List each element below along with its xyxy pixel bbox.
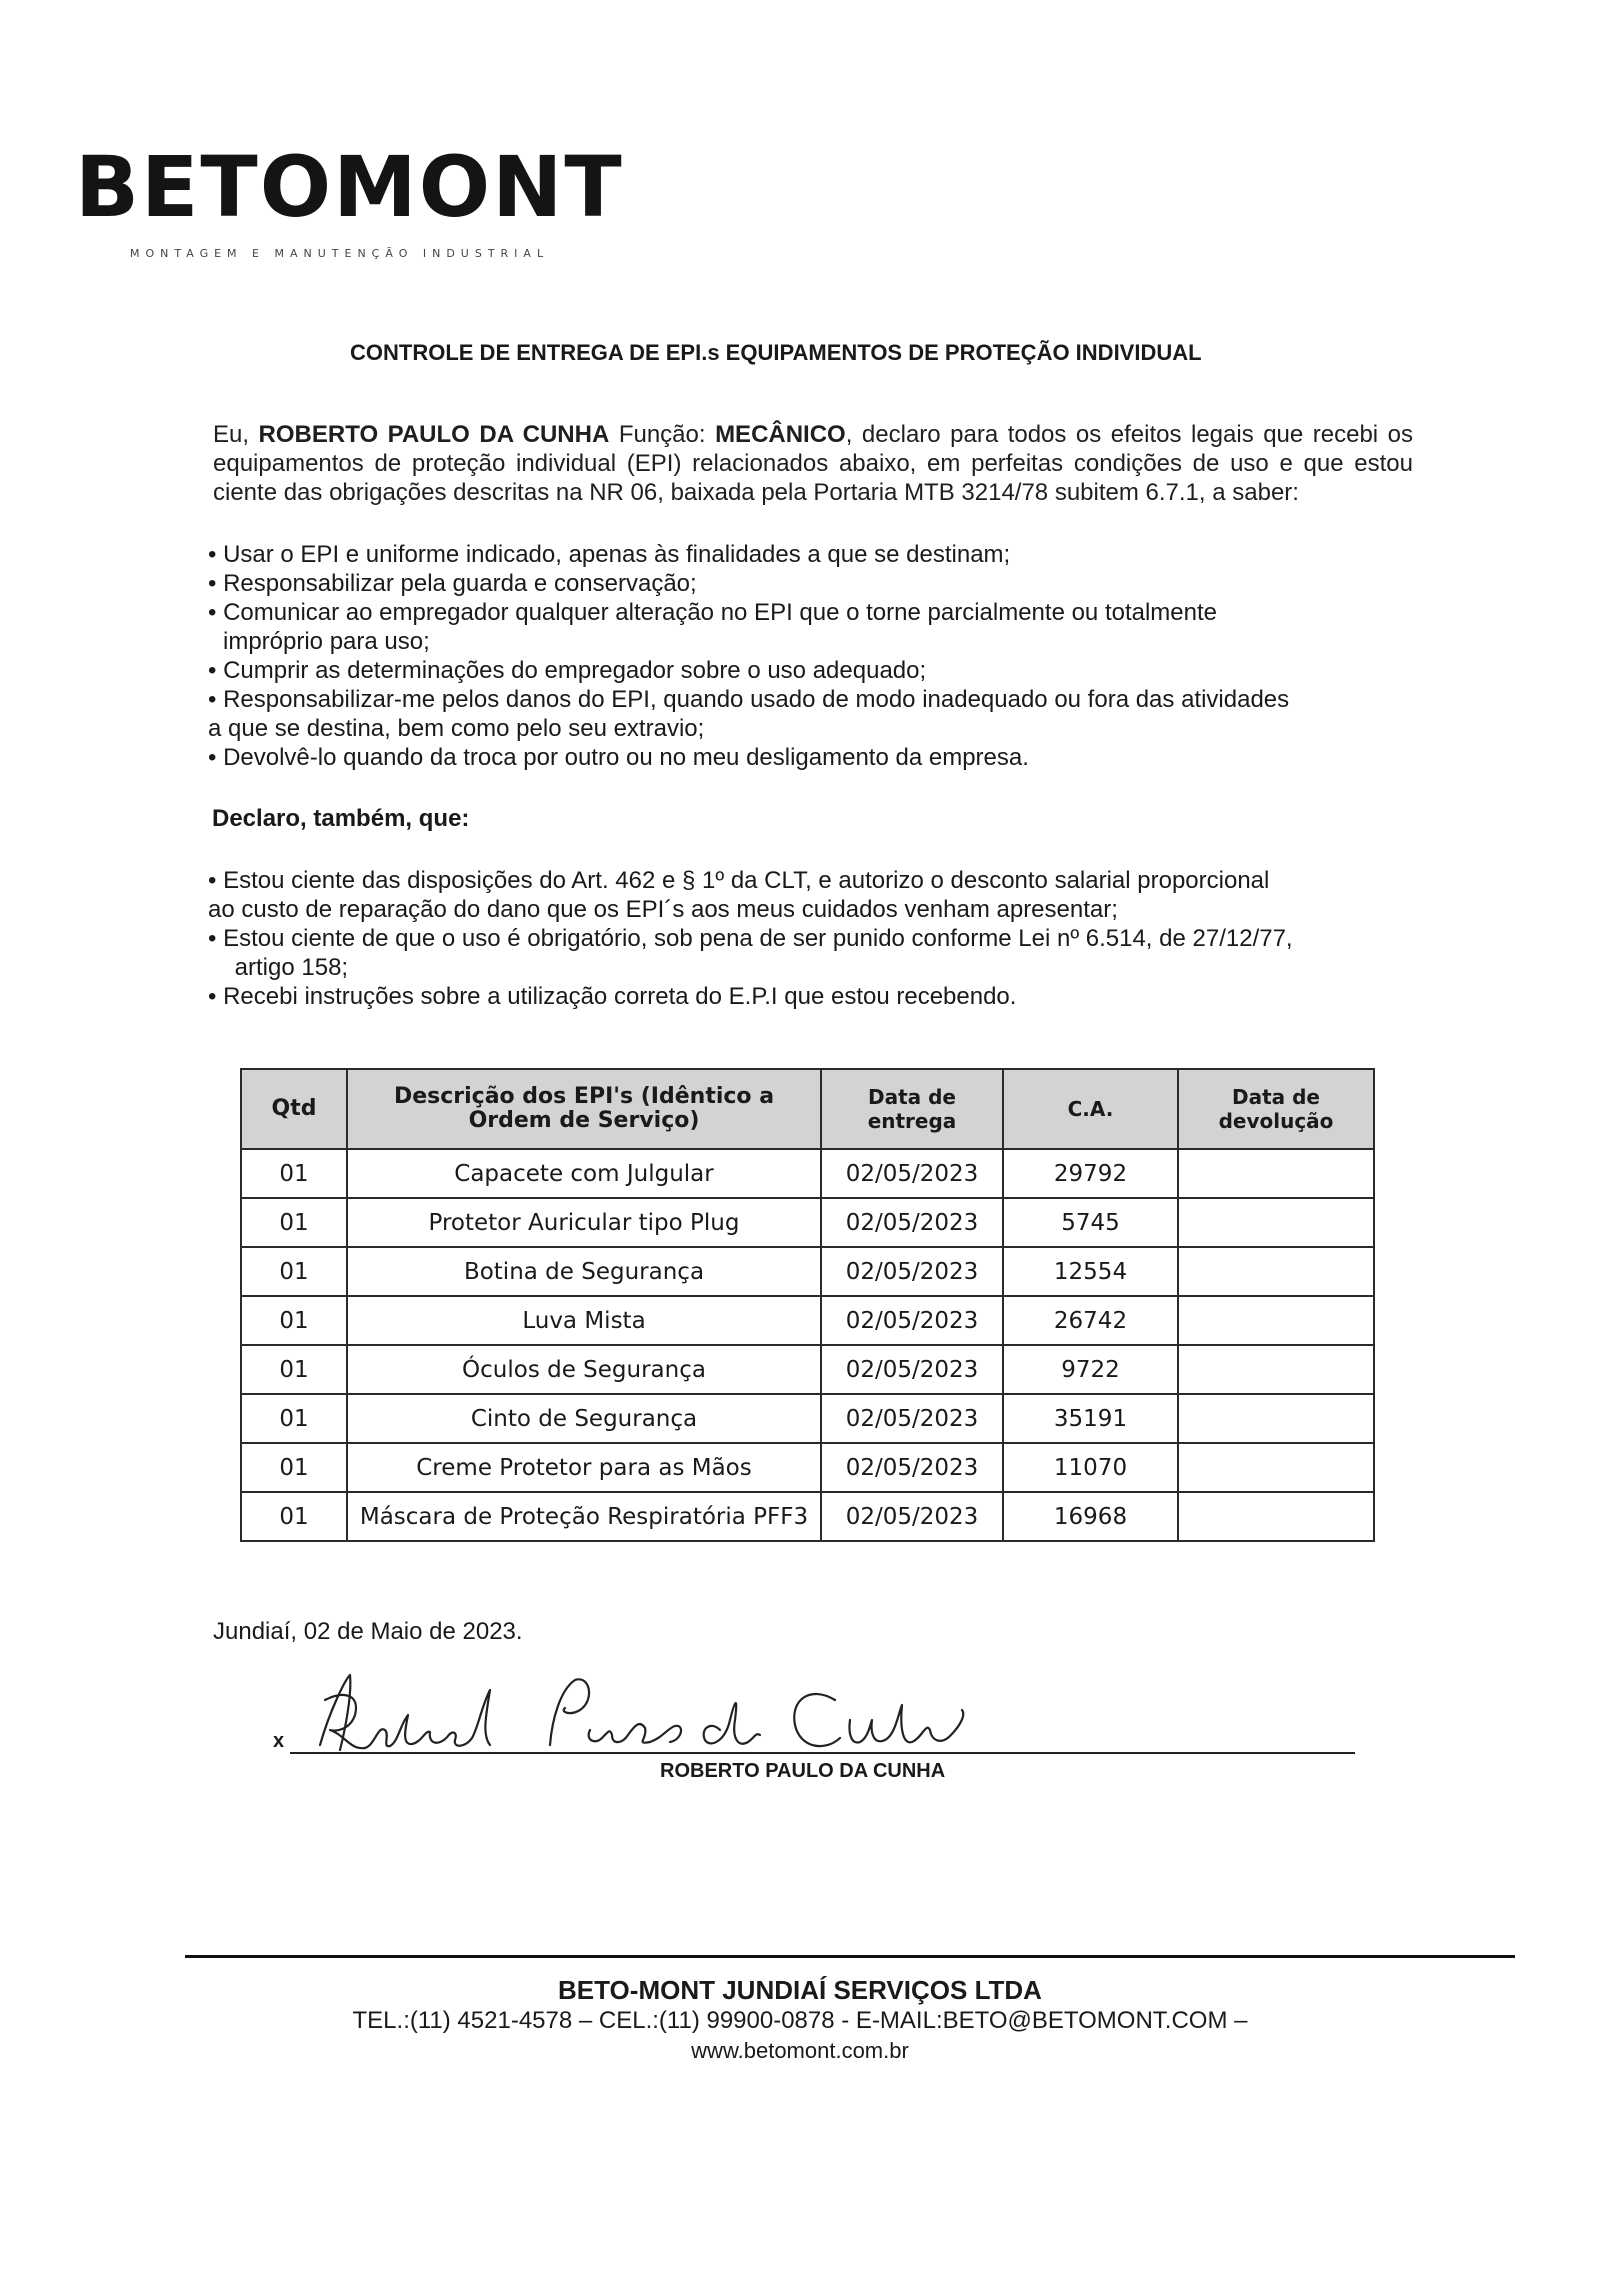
company-logo: BETOMONT [75, 138, 624, 236]
cell-data-entrega: 02/05/2023 [821, 1443, 1003, 1492]
logo-tagline: MONTAGEM E MANUTENÇÃO INDUSTRIAL [130, 247, 550, 260]
cell-data-devolucao [1178, 1149, 1374, 1198]
intro-paragraph [213, 420, 1413, 507]
document-title: CONTROLE DE ENTREGA DE EPI.s EQUIPAMENTOS DE PROTEÇÃO INDIVIDUAL [350, 340, 1202, 365]
cell-ca: 11070 [1003, 1443, 1178, 1492]
cell-descricao: Óculos de Segurança [347, 1345, 821, 1394]
list-item: • Cumprir as determinações do empregador sobre o uso adequado; [208, 657, 927, 684]
cell-qtd: 01 [241, 1296, 347, 1345]
cell-qtd: 01 [241, 1394, 347, 1443]
list-item: • Responsabilizar pela guarda e conservação; [208, 570, 697, 597]
cell-data-devolucao [1178, 1345, 1374, 1394]
cell-qtd: 01 [241, 1149, 347, 1198]
signature-line [290, 1752, 1355, 1754]
cell-ca: 26742 [1003, 1296, 1178, 1345]
cell-qtd: 01 [241, 1492, 347, 1541]
employee-name: ROBERTO PAULO DA CUNHA [258, 421, 610, 448]
cell-data-entrega: 02/05/2023 [821, 1296, 1003, 1345]
cell-data-devolucao [1178, 1443, 1374, 1492]
table-row [241, 1149, 1374, 1198]
table-row [241, 1247, 1374, 1296]
cell-data-entrega: 02/05/2023 [821, 1394, 1003, 1443]
intro-text: , declaro para todos os efeitos legais que recebi os equipamentos de proteção individual (EPI) relacionados abaixo, em perfeitas condições de uso e que estou ciente das obrigações descritas na NR 06, baixada pela Portaria MTB 3214/78 subitem 6.7.1, a saber: [213, 421, 1413, 506]
cell-ca: 9722 [1003, 1345, 1178, 1394]
employee-role: MECÂNICO [715, 421, 846, 448]
epi-table [240, 1068, 1375, 1542]
signature-x-mark: x [273, 1730, 285, 1752]
footer-website: www.betomont.com.br [691, 2038, 909, 2063]
list-item: artigo 158; [208, 954, 349, 981]
cell-ca: 12554 [1003, 1247, 1178, 1296]
cell-qtd: 01 [241, 1443, 347, 1492]
cell-data-entrega: 02/05/2023 [821, 1345, 1003, 1394]
header-data-entrega: Data de entrega [821, 1069, 1003, 1149]
list-item: a que se destina, bem como pelo seu extravio; [208, 715, 705, 742]
table-header-row [241, 1069, 1374, 1149]
duties-list [208, 540, 1408, 772]
list-item: • Usar o EPI e uniforme indicado, apenas às finalidades a que se destinam; [208, 541, 1011, 568]
table-row [241, 1345, 1374, 1394]
header-ca: C.A. [1003, 1069, 1178, 1149]
footer-divider [185, 1955, 1515, 1958]
cell-data-devolucao [1178, 1394, 1374, 1443]
cell-descricao: Luva Mista [347, 1296, 821, 1345]
cell-ca: 35191 [1003, 1394, 1178, 1443]
list-item: • Responsabilizar-me pelos danos do EPI, quando usado de modo inadequado ou fora das atividades [208, 686, 1290, 713]
list-item: ao custo de reparação do dano que os EPI´s aos meus cuidados venham apresentar; [208, 896, 1118, 923]
header-qtd: Qtd [241, 1069, 347, 1149]
list-item: • Estou ciente das disposições do Art. 462 e § 1º da CLT, e autorizo o desconto salarial proporcional [208, 867, 1270, 894]
handwritten-signature [290, 1660, 1110, 1760]
table-row [241, 1394, 1374, 1443]
list-item: • Comunicar ao empregador qualquer alteração no EPI que o torne parcialmente ou totalmente [208, 599, 1218, 626]
footer-contact: TEL.:(11) 4521-4578 – CEL.:(11) 99900-0878 - E-MAIL:BETO@BETOMONT.COM – [352, 2007, 1248, 2034]
cell-data-entrega: 02/05/2023 [821, 1247, 1003, 1296]
list-item: impróprio para uso; [223, 628, 430, 655]
list-item: • Recebi instruções sobre a utilização correta do E.P.I que estou recebendo. [208, 983, 1017, 1010]
signer-name: ROBERTO PAULO DA CUNHA [660, 1760, 946, 1782]
place-date: Jundiaí, 02 de Maio de 2023. [213, 1618, 523, 1645]
cell-descricao: Botina de Segurança [347, 1247, 821, 1296]
cell-ca: 16968 [1003, 1492, 1178, 1541]
declaro-heading: Declaro, também, que: [212, 805, 470, 832]
cell-ca: 5745 [1003, 1198, 1178, 1247]
cell-data-entrega: 02/05/2023 [821, 1149, 1003, 1198]
intro-prefix: Eu, [213, 421, 259, 448]
cell-ca: 29792 [1003, 1149, 1178, 1198]
cell-data-devolucao [1178, 1296, 1374, 1345]
cell-data-devolucao [1178, 1198, 1374, 1247]
table-row [241, 1492, 1374, 1541]
cell-descricao: Creme Protetor para as Mãos [347, 1443, 821, 1492]
cell-qtd: 01 [241, 1345, 347, 1394]
cell-descricao: Capacete com Julgular [347, 1149, 821, 1198]
list-item: • Devolvê-lo quando da troca por outro ou no meu desligamento da empresa. [208, 744, 1029, 771]
cell-data-devolucao [1178, 1247, 1374, 1296]
list-item: • Estou ciente de que o uso é obrigatório, sob pena de ser punido conforme Lei nº 6.514, de 27/12/77, [208, 925, 1293, 952]
header-descricao: Descrição dos EPI's (Idêntico a Ordem de Serviço) [347, 1069, 821, 1149]
table-row [241, 1198, 1374, 1247]
cell-qtd: 01 [241, 1247, 347, 1296]
header-data-devolucao: Data de devolução [1178, 1069, 1374, 1149]
cell-descricao: Máscara de Proteção Respiratória PFF3 [347, 1492, 821, 1541]
cell-descricao: Protetor Auricular tipo Plug [347, 1198, 821, 1247]
declarations-list [208, 866, 1408, 1011]
funcao-label: Função: [609, 421, 716, 448]
table-body [241, 1149, 1374, 1541]
cell-data-entrega: 02/05/2023 [821, 1492, 1003, 1541]
cell-qtd: 01 [241, 1198, 347, 1247]
footer-company: BETO-MONT JUNDIAÍ SERVIÇOS LTDA [558, 1975, 1042, 2005]
cell-descricao: Cinto de Segurança [347, 1394, 821, 1443]
cell-data-entrega: 02/05/2023 [821, 1198, 1003, 1247]
table-row [241, 1443, 1374, 1492]
cell-data-devolucao [1178, 1492, 1374, 1541]
table-row [241, 1296, 1374, 1345]
